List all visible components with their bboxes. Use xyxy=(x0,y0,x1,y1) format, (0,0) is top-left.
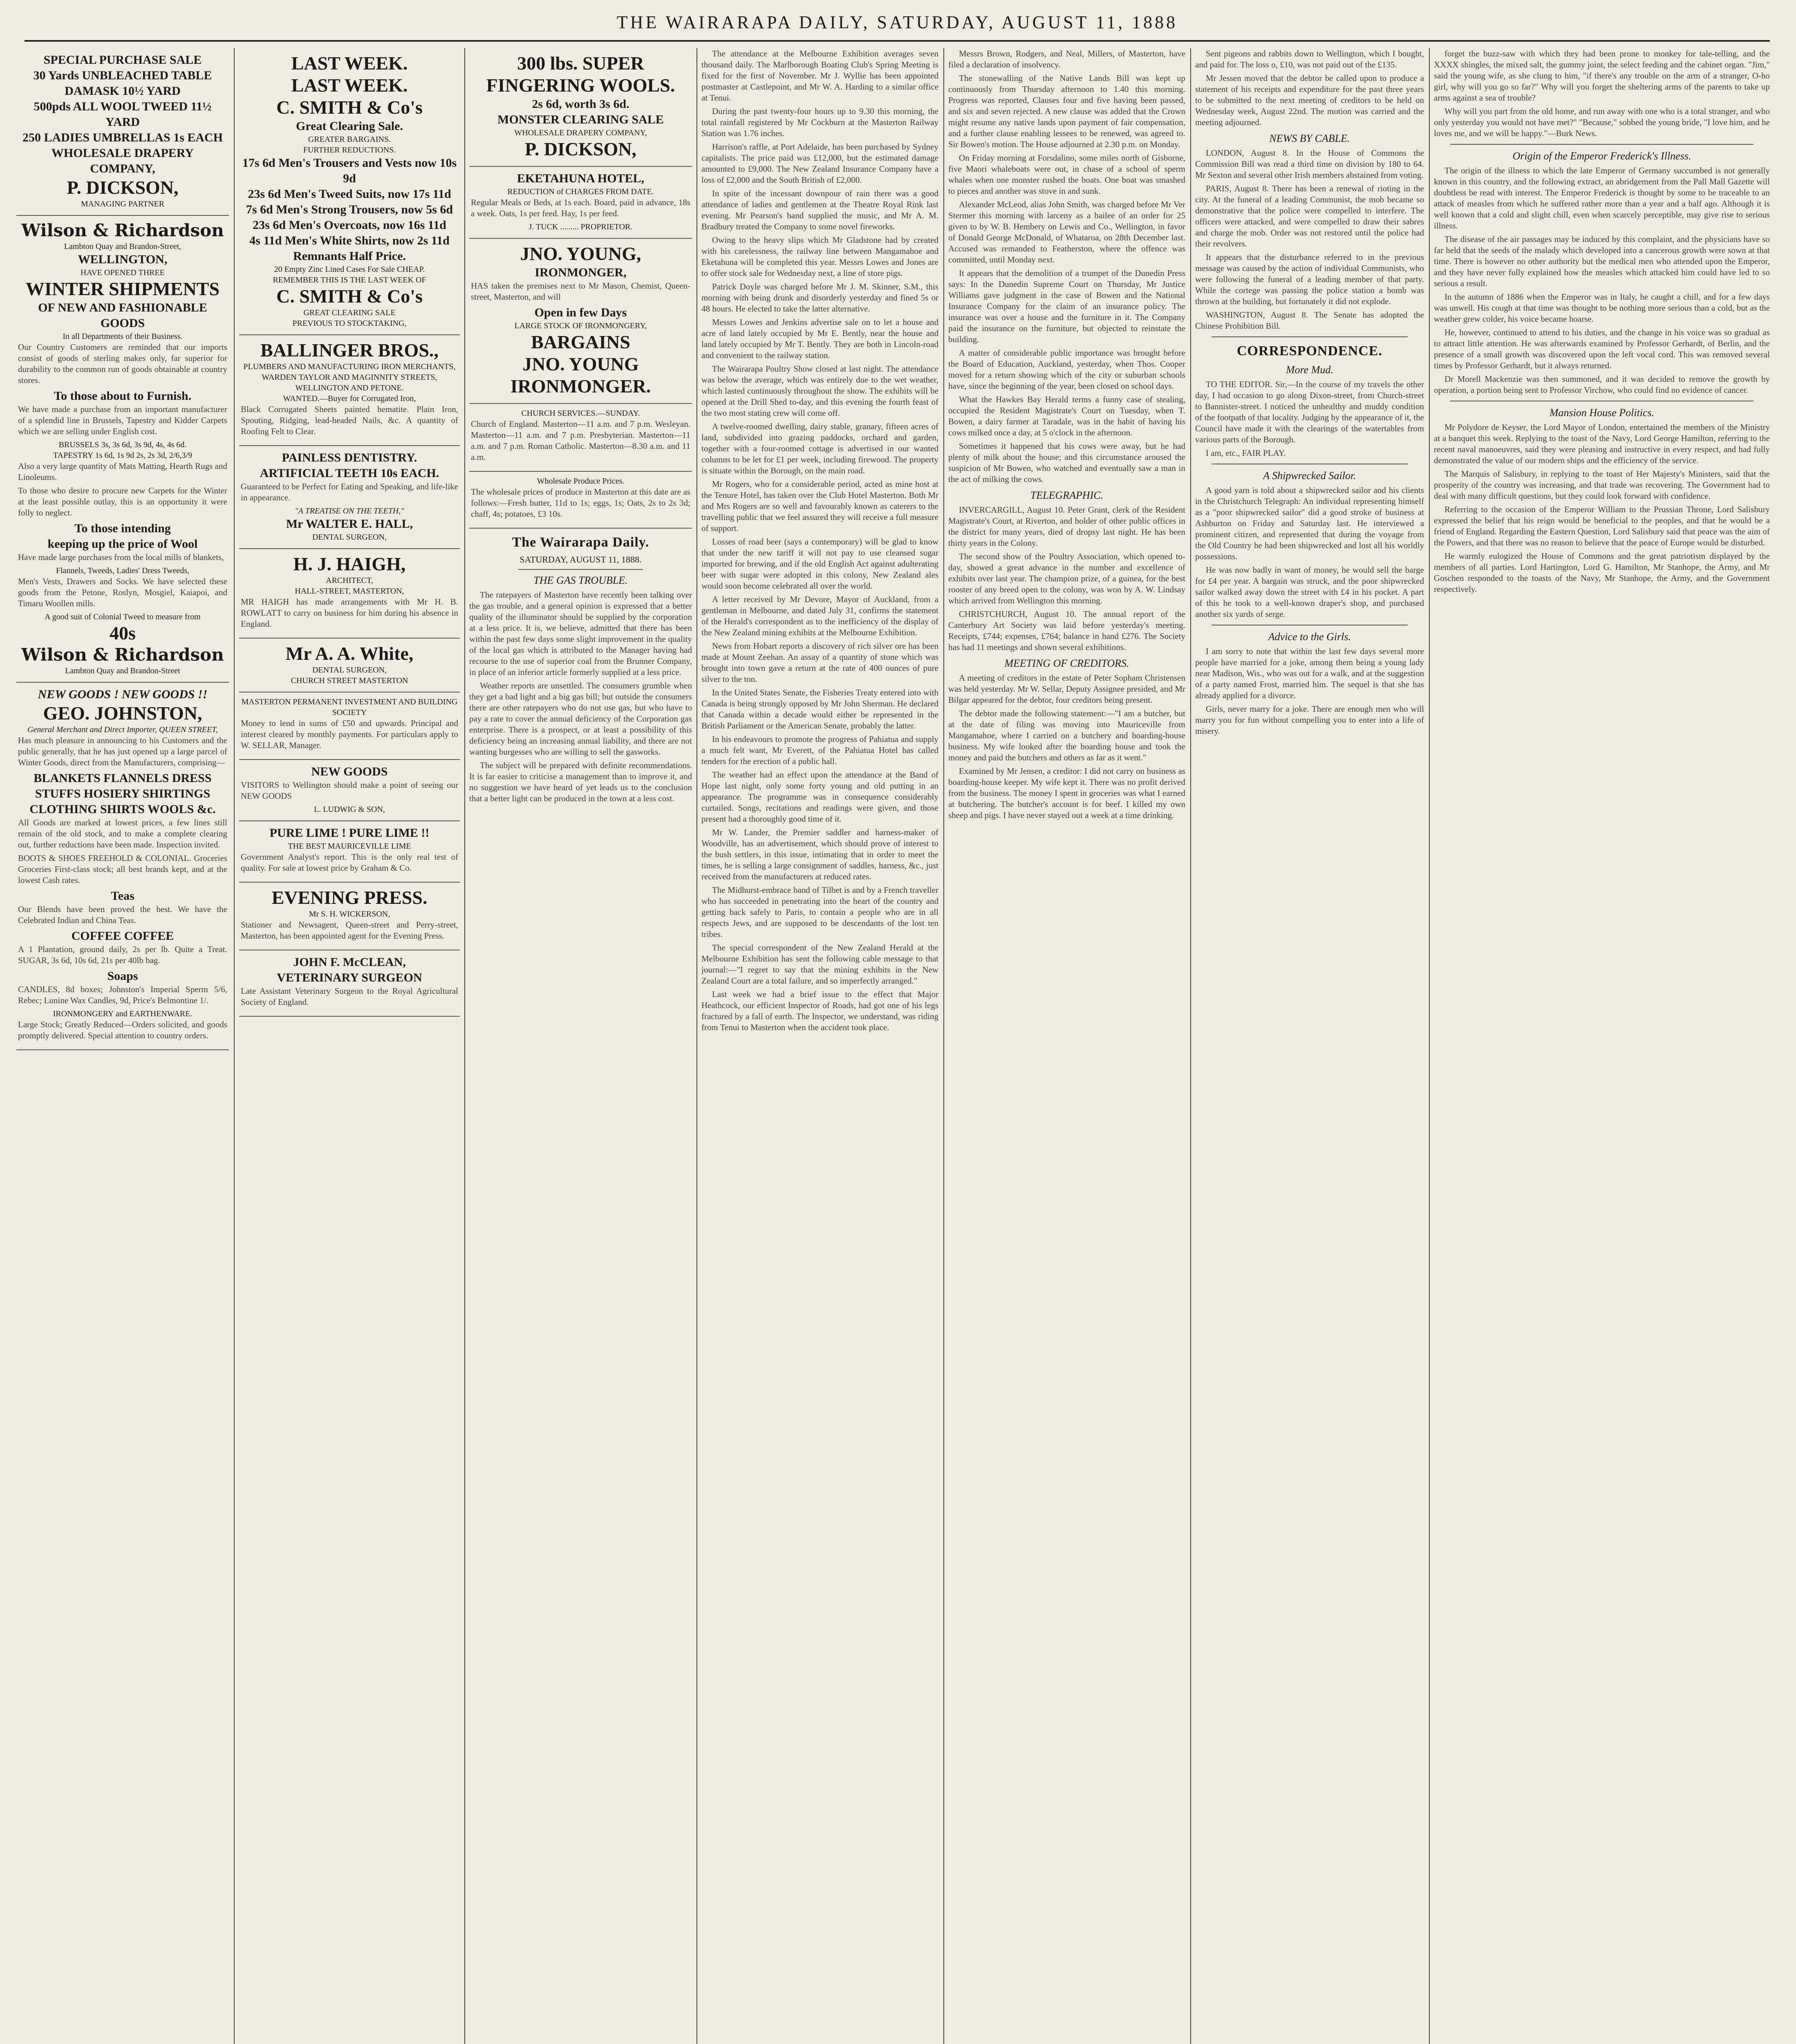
article-heading: Mansion House Politics. xyxy=(1549,407,1655,419)
ad-name: C. SMITH & Co's xyxy=(276,286,423,307)
ad-heading: 300 lbs. SUPER FINGERING WOOLS. xyxy=(486,53,675,96)
ad-price: 2s 6d, worth 3s 6d. xyxy=(532,97,629,111)
church-services: CHURCH SERVICES.—SUNDAY. Church of England. Masterton—11 a.m. and 7 p.m. Wesleyan. Masterton—11 a.m. and 7 p.m. Presbyterian. Masterton—11 a.m. and 7 p.m. Roman Catholic. Masterton—8.30 a.m. and 11 a.m. xyxy=(469,404,692,472)
ad-line: WHOLESALE DRAPERY COMPANY, xyxy=(514,128,647,137)
ad-line: WANTED.—Buyer for Corrugated Iron, xyxy=(283,394,416,403)
ad-name: Wilson & Richardson xyxy=(21,220,224,240)
paper-title: The Wairarapa Daily. xyxy=(512,535,649,550)
ad-heading: SPECIAL PURCHASE SALE xyxy=(43,53,202,67)
ad-line: MONSTER CLEARING SALE xyxy=(497,113,664,126)
article-heading: A Shipwrecked Sailor. xyxy=(1263,470,1356,482)
ad-line: IRONMONGER. xyxy=(510,376,651,397)
ad-line: BARGAINS xyxy=(531,332,630,352)
ad-name: JOHN F. McCLEAN, xyxy=(293,955,406,969)
ad-price-line: 23s 6d Men's Tweed Suits, now 17s 11d xyxy=(248,187,451,201)
masthead: THE WAIRARAPA DAILY, SATURDAY, AUGUST 11, 1888 xyxy=(616,12,1178,32)
building-society-ad: MASTERTON PERMANENT INVESTMENT AND BUILDING SOCIETY Money to lend in sums of £50 and upwards. Principal and interest cleared by monthly payments. For particulars apply to W. SELLAR, Manager. xyxy=(239,693,460,760)
ad-name: Wilson & Richardson xyxy=(21,645,224,665)
ad-line: "A TREATISE ON THE TEETH," xyxy=(295,507,404,515)
evening-press-ad: EVENING PRESS. Mr S. H. WICKERSON, Stationer and Newsagent, Queen-street and Perry-street, Masterton, has been appointed agent for the Evening Press. xyxy=(239,883,460,950)
ad-line: General Merchant and Direct Importer, QUEEN STREET, xyxy=(27,725,218,734)
article-heading: Origin of the Emperor Frederick's Illness. xyxy=(1512,150,1691,162)
ad-heading: NEW GOODS ! NEW GOODS !! xyxy=(38,688,208,701)
article-heading: TELEGRAPHIC. xyxy=(1030,489,1104,501)
ad-line: WHOLESALE DRAPERY COMPANY, xyxy=(51,146,194,175)
column-5: Messrs Brown, Rodgers, and Neal, Millers, of Masterton, have filed a declaration of insolvency. The stonewalling of the Native Lands Bill was kept up continuously from Thursday afternoon to 1.40 this morning. Progress was reported, Clauses four and five having been passed, and six and seven rejected. A new clause was added that the Crown might resume any native lands upon payment of fair compensation, and a further clause enabling lessees to be renewed, was agreed to. Sir Bowen's motion. The House adjourned at 2.30 p.m. on Monday. On Friday morning at Forsdalino, some miles north of Gisborne, five Maori whaleboats were out, in chase of a school of sperm whales when one monster rushed the boats. One boat was smashed to pieces and another was stove in and sunk. Alexander McLeod, alias John Smith, was charged before Mr Ver Stermer this morning with larceny as a bailee of an order for 25 given to by W. B. Hembery on Lewis and Co., Wellington, in favor of Donald George McDonald, of Whataroa, on 28th December last. Accused was remanded to Featherston, where the offence was committed, until Monday next. It appears that the demolition of a trumpet of the Dunedin Press says: In the Dunedin Supreme Court on Thursday, Mr Justice Williams gave judgment in the case of Bowen and the National Insurance Company for the claim of an insurance policy. The insurance was over a house and the furniture in it. The Company paid the insurance on the furniture, but objected to reinstate the building. A matter of considerable public importance was brought before the Board of Education, Auckland, yesterday, when Thos. Cooper moved for a return showing which of the city or suburban schools have, since the beginning of the year, been closed on school days. What the Hawkes Bay Herald terms a funny case of stealing, occupied the Resident Magistrate's Court on Tuesday, when T. Bowen, a dairy farmer at Taradale, was in the habit of having his cows milked once a day, at 5 o'clock in the afternoon. Sometimes it happened that his cows were away, but he had plenty of milk about the house; and this circumstance aroused the suspicion of Mr Bowen, who watched and eventually saw a man in the act of milking the cows. TELEGRAPHIC. INVERCARGILL, August 10. Peter Grant, clerk of the Resident Magistrate's Court, at Riverton, and holder of other public offices in the district for many years, died of dropsy last night. He has been thirty years in the Colony. The second show of the Poultry Association, which opened to-day, showed a great advance in the number and excellence of exhibits over last year. The champion prize, of a guinea, for the best rooster of any breed open to the colony, was won by A. W. Lindsay which arrived from Wellington this morning. CHRISTCHURCH, August 10. The annual report of the Canterbury Art Society was laid before yesterday's meeting. Receipts, £744; expenses, £764; balance in hand £276. The Society has had 11 meetings and shown several exhibitions. MEETING OF CREDITORS. A meeting of creditors in the estate of Peter Sopham Christensen was held yesterday. Mr W. Sellar, Deputy Assignee presided, and Mr Bilgar appeared for the debtor, four creditors being present. The debtor made the following statement:—"I am a butcher, but at the date of filing was moving into Mauriceville from Mangamahoe, where I carried on a butchery and boarding-house business. My wife looked after the boarding house and took the money and paid the butchers and others as far as it went." Examined by Mr Jensen, a creditor: I did not carry on business as boarding-house keeper. My wife kept it. There was no profit derived from the business. The money I spent in groceries was what I earned at butchering. The butcher's account is for beef. I killed my own sheep and pigs. I have never stayed out a week at a time drinking. xyxy=(948,49,1185,820)
ad-heading: EVENING PRESS. xyxy=(271,887,428,908)
column-rule xyxy=(696,48,697,2044)
column-2 xyxy=(239,48,460,2044)
ad-line: TAPESTRY 1s 6d, 1s 9d 2s, 2s 3d, 2/6,3/9 xyxy=(53,451,192,460)
ad-line: DENTAL SURGEON, xyxy=(312,666,387,675)
ad-line: IRONMONGERY and EARTHENWARE. xyxy=(53,1009,193,1018)
ad-line: 30 Yards UNBLEACHED TABLE DAMASK 10½ YARD xyxy=(33,69,212,98)
ad-price-line: 17s 6d Men's Trousers and Vests now 10s 9d xyxy=(242,156,457,185)
ad-line: PREVIOUS TO STOCKTAKING, xyxy=(292,319,407,328)
haigh-ad: H. J. HAIGH, ARCHITECT, HALL-STREET, MASTERTON, MR HAIGH has made arrangements with Mr H. B. ROWLATT to carry on business for him during his absence in England. xyxy=(239,549,460,639)
ad-line: THE BEST MAURICEVILLE LIME xyxy=(288,842,411,851)
ad-line: DENTAL SURGEON, xyxy=(312,533,387,542)
column-4: The attendance at the Melbourne Exhibition averages seven thousand daily. The Marlborough Boating Club's Spring Meeting is fixed for the first of November. Mr J. Wyllie has been appointed postmaster at Castlepoint, and Mr W. A. Harding to a similar office at Tenui. During the past twenty-four hours up to 9.30 this morning, the total rainfall registered by Mr Cockburn at the Masterton Railway Station was 1.76 inches. Harrison's raffle, at Port Adelaide, has been purchased by Sydney capitalists. The price paid was £12,000, but the estimated damage amounted to £9,000. The New Zealand Insurance Company have a loss of £2,000 and the South British of £2,000. In spite of the incessant downpour of rain there was a good attendance of ladies and gentlemen at the Theatre Royal Rink last evening. Mr Pearson's band supplied the music, and Mr A. M. Bradbury treated the Company to some novel fireworks. Owing to the heavy slips which Mr Gladstone had by created with his carelessness, the railway line between Mangamahoe and Eketahuna will be completed this year. Messrs Lowes and Jones are to offer stock sale for Wednesday next, a line of store pigs. Patrick Doyle was charged before Mr J. M. Skinner, S.M., this morning with being drunk and disorderly yesterday and fined 5s or 48 hours. He elected to take the latter alternative. Messrs Lowes and Jenkins advertise sale on to let a house and acre of land lately occupied by Mr E. Bently, near the house and land lately occupied by Mr T. Bently. They are both in Lincoln-road and convenient to the railway station. The Wairarapa Poultry Show closed at last night. The attendance was below the average, which was entirely due to the wet weather, which lasted continuously throughout the show. The exhibits will be opened at the Drill Shed to-day, and this evening the fourth feast of the two most stating crew will come off. A twelve-roomed dwelling, dairy stable, granary, fifteen acres of land, subdivided into grazing paddocks, orchard and garden, together with a four-roomed cottage is advertised in our wanted columns to be let for £1 per week, including firewood. The property is situate within the Borough, on the main road. Mr Rogers, who for a considerable period, acted as mine host at the Tenure Hotel, has taken over the Club Hotel Masterton. Both Mr and Mrs Rogers are so well and favourably known as caterers to the travelling public that we feel assured they will receive a full measure of support. Losses of road beer (says a contemporary) will be glad to know that under the new tariff it will not pay to use cleansed sugar imported for brewing, and if the old English Act against adulterating beer with sugar were adopted in this colony, New Zealand ales would soon become celebrated all over the world. A letter received by Mr Devore, Mayor of Auckland, from a gentleman in Melbourne, and dated July 31, confirms the statement of the Herald's correspondent as to the inefficiency of the display of the New Zealand mining exhibits at the Melbourne Exhibition. News from Hobart reports a discovery of rich silver ore has been made at Mount Zeehan. An assay of a quantity of stone which was brought into town gave a return at the rate of 400 ounces of pure silver to the ton. In the United States Senate, the Fisheries Treaty entered into with Canada is being strongly opposed by Mr John Sherman. He declared that Canada within a decade would either be represented in the British Parliament or the American Senate, probably the latter. In his endeavours to promote the progress of Pahiatua and supply a much felt want, Mr Everett, of the Pahiatua Hotel has called tenders for the erection of a public hall. The weather had an effect upon the attendance at the Band of Hope last night, only some forty young and old putting in an appearance. The programme was in consequence considerably curtailed. Songs, recitations and readings were given, and those present had a thoroughly good time of it. Mr W. Lander, the Premier saddler and harness-maker of Woodville, has an advertisement, which should prove of interest to the bush settlers, in this issue, intimating that in order to meet the times, he is selling a large consignment of saddles, harness, &c., just received from the manufacturers at reduced rates. The Midhurst-embrace band of Tilbet is and by a French traveller who has succeeded in penetrating into the heart of the country and getting back safely to Paris, to contain a people who are in all respects Jews, and are supposed to be descendants of the lost ten tribes. The special correspondent of the New Zealand Herald at the Melbourne Exhibition has sent the following cable message to that journal:—"I regret to say that the mining exhibits in the New Zealand Court are a total failure, and so imperfectly arranged." Last week we had a brief issue to the effect that Major Heathcock, our efficient Inspector of Roads, had got one of his legs fractured by a fall of earth. The Inspector, we understand, was riding from Tenui to Masterton when the accident took place. xyxy=(701,49,938,1032)
ad-name: JNO. YOUNG, xyxy=(520,243,641,264)
smith-clearing-ad xyxy=(239,48,460,335)
ad-line: keeping up the price of Wool xyxy=(47,537,198,551)
ad-heading: LAST WEEK. xyxy=(291,75,408,96)
ad-price-line: 7s 6d Men's Strong Trousers, now 5s 6d xyxy=(246,203,453,216)
ad-name: P. DICKSON, xyxy=(524,139,637,159)
column-7: forget the buzz-saw with which they had been prone to monkey for tale-telling, and the XXXX shingles, the mixed salt, the gummy joint, the select feeding and the cabinet organ. "Jim," said the young wife, as she clung to him, "if there's any trouble on the arm of a stranger, O-ho girl, why will you go so far?" Why will you forget the sheltering arms of the parents to take up arms against a sea of trouble? Why will you part from the old home, and run away with one who is a total stranger, and who only yesterday you would not have met?" "Because," sobbed the young bride, "I love him, and he loves me, and we will be happy."—Burk News. Origin of the Emperor Frederick's Illness. The origin of the illness to which the late Emperor of Germany succumbed is not generally known in this country, and the following extract, an abridgement from the Pall Mall Gazette will doubtless be read with interest. The Emperor Frederick is thought by some to be traceable to an attack of measles from which he suffered rather more than a year and a half ago. Although it is well known that a cold and slight chill, even when scarcely perceptible, may give rise to serious illness. The disease of the air passages may be induced by this complaint, and the physicians have so far held that the seeds of the malady which developed into a cancerous growth were sown at that time. There is however no other authority but the medical men who attended upon the Emperor, and they have never fully explained how the measles which attacked him could have led to so serious a result. In the autumn of 1886 when the Emperor was in Italy, he caught a chill, and for a few days was unwell. His cough at that time was thought to be nothing more serious than a cold, but as the weather grew colder, his voice became hoarse. He, however, continued to attend to his duties, and the change in his voice was so gradual as to attract little attention. He was afterwards examined by Professor Gerhardt, of Berlin, and the presence of a small growth was discovered upon the left vocal cord. This was removed several times by Professor Gerhardt, but it always returned. Dr Morell Mackenzie was then summoned, and it was decided to remove the growth by operation, a portion being sent to Professor Virchow, who could find no evidence of cancer. Mansion House Politics. Mr Polydore de Keyser, the Lord Mayor of London, entertained the members of the Ministry at a banquet this week. Replying to the toast of the Navy, Lord George Hamilton, referring to the recent naval manoeuvres, said they were pleasing and instructive in every respect, and had fully demonstrated the value of our modern ships and the efficiency of the service. The Marquis of Salisbury, in replying to the toast of Her Majesty's Ministers, said that the prosperity of the country was increasing, and that trade was recovering. The Government had to deal with many difficult questions, but they could look forward with confidence. Referring to the occasion of the Emperor William to the Prussian Throne, Lord Salisbury expressed the belief that his reign would be beneficial to the peoples, and that he would be a friend of England. Regarding the Eastern Question, Lord Salisbury said that peace was the aim of the Powers, and that there was no reason to believe that the peace of Europe would be disturbed. He warmly eulogized the House of Commons and the great patriotism displayed by the members of all parties. Lord Hartington, Lord G. Hamilton, Mr Stanhope, the Army, and Mr Goschen responded to the toasts of the Navy, Mr Stanhope, the Army, and the Government respectively. xyxy=(1434,49,1770,594)
ad-line: OF NEW AND FASHIONABLE GOODS xyxy=(38,301,207,330)
ad-line: REMEMBER THIS IS THE LAST WEEK OF xyxy=(273,276,426,285)
ad-price-line: 23s 6d Men's Overcoats, now 16s 11d xyxy=(253,218,446,232)
ad-name: BALLINGER BROS., xyxy=(260,340,439,361)
ad-name: Mr A. A. White, xyxy=(285,643,414,664)
column-3: 300 lbs. SUPER FINGERING WOOLS. 2s 6d, worth 3s 6d. MONSTER CLEARING SALE WHOLESALE DRAPERY COMPANY, P. DICKSON, EKETAHUNA HOTEL, REDUCTION of CHARGES FROM DATE. Regular Meals or Beds, at 1s each. Board, paid in advance, 18s a week. Oats, 1s per feed. Hay, 1s per feed. J. TUCK ......... PROPRIETOR. JNO. YOUNG, IRONMONGER, HAS taken the premises next to Mr Mason, Chemist, Queen-street, Masterton, and will Open in few Days LARGE STOCK OF IRONMONGERY, BARGAINS JNO. YOUNG IRONMONGER. CHURCH SERVICES.—SUNDAY. Church of England. Masterton—11 a.m. and 7 p.m. Wesleyan. Masterton—11 a.m. and 7 p.m. Presbyterian. Masterton—11 a.m. and 7 p.m. Roman Catholic. Masterton—8.30 a.m. and 11 a.m. Wholesale Produce Prices. The wholesale prices of produce in Masterton at this date are as follows:—Fresh butter, 11d to 1s; eggs, 1s; Oats, 2s to 2s 3d; chaff, 4s; potatoes, £3 10s. The Wairarapa Daily. SATURDAY, AUGUST 11, 1888. THE GAS TROUBLE. The ratepayers of Masterton have recently been talking over the gas trouble, and a general opinion is expressed that a better quality of the illuminator should be supplied by the corporation at a less price. It is, we believe, admitted that there has been within the past few days some slight improvement in the quality of the local gas which is attributed to the Manager having had recourse to the use of superior coal from the Brunner Company, in place of an inferior article formerly supplied at a less price. Weather reports are unsettled. The consumers grumble when they get a bad light and a big gas bill; but outside the consumers there are other ratepayers who do not use gas, but who have to pay a rate to cover the annual deficiency of the Corporation gas enterprise. There is a prospect, or at least a possibility of this deficiency being an increasing annual liability, and there are not wanting burgesses who are willing to sell the gasworks. The subject will be prepared with definite recommendations. It is far easier to criticise a management than to improve it, and no suggestion we have heard of yet leads us to the conclusion that a better light can be produced in the town at a less cost. xyxy=(469,48,692,2044)
ad-name: GEO. JOHNSTON, xyxy=(43,703,202,724)
produce-prices: Wholesale Produce Prices. The wholesale prices of produce in Masterton at this date are as follows:—Fresh butter, 11d to 1s; eggs, 1s; Oats, 2s to 2s 3d; chaff, 4s; potatoes, £3 10s. xyxy=(469,472,692,529)
ad-line: A good suit of Colonial Tweed to measure from xyxy=(45,612,201,621)
ad-heading: Wholesale Produce Prices. xyxy=(537,477,625,486)
ad-price: 40s xyxy=(110,623,136,643)
ad-heading: PAINLESS DENTISTRY. xyxy=(282,451,417,464)
ad-line: To those intending xyxy=(74,522,171,535)
white-ad xyxy=(239,639,460,693)
ad-heading: PURE LIME ! PURE LIME !! xyxy=(269,826,430,840)
ad-text: VISITORS to Wellington should make a point of seeing our NEW GOODS xyxy=(241,780,458,801)
ad-line: IRONMONGER, xyxy=(535,266,627,279)
ad-line: FURTHER REDUCTIONS. xyxy=(303,146,396,155)
ad-line: GREATER BARGAINS. xyxy=(308,135,391,144)
ad-name: Mr WALTER E. HALL, xyxy=(286,517,413,531)
masthead-rule xyxy=(25,40,1770,42)
wilson-richardson-ad: Wilson & Richardson Lambton Quay and Brandon-Street, WELLINGTON, HAVE OPENED THREE WINTER SHIPMENTS OF NEW AND FASHIONABLE GOODS In all Departments of their Business. Our Country Customers are reminded that our imports consist of goods of sterling makes only, far superior for durability to the common run of goods obtainable at country stores. To those about to Furnish. We have made a purchase from an important manufacturer of a splendid line in Brussels, Tapestry and Kidder Carpets which we are selling under English cost. BRUSSELS 3s, 3s 6d, 3s 9d, 4s, 4s 6d. TAPESTRY 1s 6d, 1s 9d 2s, 2s 3d, 2/6,3/9 Also a very large quantity of Mats Matting, Hearth Rugs and Linoleums. To those who desire to procure new Carpets for the Winter at the least possible outlay, this is an opportunity it were folly to neglect. To those intending keeping up the price of Wool Have made large purchases from the local mills of blankets, Flannels, Tweeds, Ladies' Dress Tweeds, Men's Vests, Drawers and Socks. We have selected these goods from the Petone, Roslyn, Mosgiel, Kaiapoi, and Timaru Woollen mills. A good suit of Colonial Tweed to measure from 40s Wilson & Richardson Lambton Quay and Brandon-Street xyxy=(16,216,229,683)
young-ironmonger-ad: JNO. YOUNG, IRONMONGER, HAS taken the premises next to Mr Mason, Chemist, Queen-street, Masterton, and will Open in few Days LARGE STOCK OF IRONMONGERY, BARGAINS JNO. YOUNG IRONMONGER. xyxy=(469,239,692,404)
ad-line: MANAGING PARTNER xyxy=(81,199,165,208)
ad-line: WARDEN TAYLOR AND MAGINNITY STREETS, WELLINGTON AND PETONE. xyxy=(262,373,437,392)
ad-line: Flannels, Tweeds, Ladies' Dress Tweeds, xyxy=(56,566,190,575)
ad-line: REDUCTION of CHARGES FROM DATE. xyxy=(507,187,654,196)
ad-line: 500pds ALL WOOL TWEED 11½ YARD xyxy=(34,100,212,129)
ballinger-ad: BALLINGER BROS., PLUMBERS AND MANUFACTURING IRON MERCHANTS, WARDEN TAYLOR AND MAGINNITY STREETS, WELLINGTON AND PETONE. WANTED.—Buyer for Corrugated Iron, Black Corrugated Sheets painted hematite. Plain Iron, Spouting, Ridging, lead-headed Nails, &c. A quantity of Roofing Felt to Clear. xyxy=(239,335,460,446)
ad-line: LARGE STOCK OF IRONMONGERY, xyxy=(514,321,647,330)
article-heading: Advice to the Girls. xyxy=(1268,631,1351,643)
column-rule xyxy=(943,48,944,2044)
ad-line: 20 Empty Zinc Lined Cases For Sale CHEAP. xyxy=(274,265,425,274)
ad-line: GREAT CLEARING SALE xyxy=(303,308,396,317)
ad-line: WELLINGTON, xyxy=(78,253,168,266)
ad-line: Great Clearing Sale. xyxy=(296,119,403,133)
column-rule xyxy=(234,48,235,2044)
ad-name: L. LUDWIG & SON, xyxy=(314,805,385,814)
special-purchase-ad xyxy=(16,48,229,216)
ad-line: COFFEE COFFEE xyxy=(71,929,174,943)
ad-line: ARCHITECT, xyxy=(326,576,373,585)
ad-line: VETERINARY SURGEON xyxy=(277,971,422,984)
ad-name: JNO. YOUNG xyxy=(522,354,639,374)
ad-name: P. DICKSON, xyxy=(67,177,179,198)
article-heading: More Mud. xyxy=(1285,364,1333,376)
lime-ad: PURE LIME ! PURE LIME !! THE BEST MAURICEVILLE LIME Government Analyst's report. This is the only real test of quality. For sale at lowest price by Graham & Co. xyxy=(239,821,460,883)
article-heading: THE GAS TROUBLE. xyxy=(533,574,628,586)
article-heading: NEWS BY CABLE. xyxy=(1269,132,1350,144)
ad-heading: NEW GOODS xyxy=(311,765,388,778)
column-rule xyxy=(464,48,465,2044)
ad-heading: CHURCH SERVICES.—SUNDAY. xyxy=(521,409,640,418)
ad-line: To those about to Furnish. xyxy=(54,389,192,403)
ad-line: Open in few Days xyxy=(534,306,627,319)
ad-heading: MASTERTON PERMANENT INVESTMENT AND BUILDING SOCIETY xyxy=(241,697,458,717)
ad-line: PLUMBERS AND MANUFACTURING IRON MERCHANTS, xyxy=(243,362,456,371)
ad-line: 250 LADIES UMBRELLAS 1s EACH xyxy=(22,131,223,144)
ad-line: In all Departments of their Business. xyxy=(63,332,183,341)
johnston-ad: NEW GOODS ! NEW GOODS !! GEO. JOHNSTON, General Merchant and Direct Importer, QUEEN STREET, Has much pleasure in announcing to his Customers and the public generally, that he has just opened up a large parcel of Winter Goods, direct from the Manufacturers, comprising— BLANKETS FLANNELS DRESS STUFFS HOSIERY SHIRTINGS CLOTHING SHIRTS WOOLS &c. All Goods are marked at lowest prices, a few lines still remain of the old stock, and to make a complete clearing out, further reductions have been made. Inspection invited. BOOTS & SHOES FREEHOLD & COLONIAL. Groceries Groceries First-class stock; all best brands kept, and at the lowest Cash rates. Teas Our Blends have been proved the best. We have the Celebrated Indian and China Teas. COFFEE COFFEE A 1 Plantation, ground daily, 2s per lb. Quite a Treat. SUGAR, 3s 6d, 10s 6d, 21s per 40lb bag. Soaps CANDLES, 8d boxes; Johnston's Imperial Sperm 5/6, Rebec; Lunine Wax Candles, 9d, Price's Belmontine 1/. IRONMONGERY and EARTHENWARE. Large Stock; Greatly Reduced—Orders solicited, and goods promptly delivered. Special attention to country orders. xyxy=(16,683,229,1050)
ad-line: ARTIFICIAL TEETH 10s EACH. xyxy=(260,466,439,480)
ad-heading: WINTER SHIPMENTS xyxy=(25,278,220,299)
column-rule xyxy=(1190,48,1191,2044)
ad-line: CHURCH STREET MASTERTON xyxy=(291,676,408,685)
dentistry-ad: PAINLESS DENTISTRY. ARTIFICIAL TEETH 10s EACH. Guaranteed to be Perfect for Eating and Speaking, and life-like in appearance. "A TREATISE ON THE TEETH," Mr WALTER E. HALL, DENTAL SURGEON, xyxy=(239,446,460,549)
eketahuna-hotel-ad: EKETAHUNA HOTEL, REDUCTION of CHARGES FROM DATE. Regular Meals or Beds, at 1s each. Board, paid in advance, 18s a week. Oats, 1s per feed. Hay, 1s per feed. J. TUCK ......... PROPRIETOR. xyxy=(469,167,692,239)
ad-line: Lambton Quay and Brandon-Street, xyxy=(64,242,181,251)
fingering-wools-ad xyxy=(469,48,692,167)
column-rule xyxy=(1429,48,1430,2044)
ad-line: Remnants Half Price. xyxy=(293,249,406,263)
paper-date: SATURDAY, AUGUST 11, 1888. xyxy=(520,554,642,565)
ad-name: C. SMITH & Co's xyxy=(276,97,423,118)
column-6: Sent pigeons and rabbits down to Wellington, which I bought, and paid for. The loss o, £10, was not paid out of the £135. Mr Jessen moved that the debtor be called upon to produce a statement of his receipts and expenditure for the past three years to be submitted to the next meeting of creditors to be held on Wednesday week, August 22nd. The motion was carried and the meeting adjourned. NEWS BY CABLE. LONDON, August 8. In the House of Commons the Commission Bill was read a third time on division by 180 to 64. Mr Sexton and several other Irish members abstained from voting. PARIS, August 8. There has been a renewal of rioting in the city. At the funeral of a leading Communist, the mob became so demonstrative that the police were compelled to interfere. The officers were attacked, and were compelled to draw their sabres and charge the mob. Order was not restored until the police had their revolvers. It appears that the disturbance referred to in the previous message was caused by the action of individual Communists, who were following the funeral of a leading member of that party. While the cortege was passing the police station a bomb was thrown at the building, but fortunately it did not explode. WASHINGTON, August 8. The Senate has adopted the Chinese Prohibition Bill. CORRESPONDENCE. More Mud. TO THE EDITOR. Sir,—In the course of my travels the other day, I had occasion to go along Dixon-street, from Church-street to Bannister-street. I noticed the unhealthy and muddy condition of the footpath of that locality. Judging by the appearance of it, the Council have made it with the clearings of the watertables from various parts of the Borough. I am, etc., FAIR PLAY. A Shipwrecked Sailor. A good yarn is told about a shipwrecked sailor and his clients in the Christchurch Telegraph: An individual representing himself as a "poor shipwrecked sailor" did a good stroke of business at Ashburton on Friday and Saturday last. He interviewed a prominent citizen, and represented that during the voyage from the Old Country he had been shipwrecked and lost all his worldly possessions. He was now badly in want of money, he would sell the barge for £4 per year. A bargain was struck, and the poor shipwrecked sailor walked away down the street with £4 in his pocket. A part of this he took to a well-known draper's shop, and purchased another six yards of serge. Advice to the Girls. I am sorry to note that within the last few days several more people have married for a joke, among them being a young lady near Madison, Wis., who was out for a walk, and at the suggestion of a party named Frost, married him. The sequel is that she has already applied for a divorce. Girls, never marry for a joke. There are enough men who will marry you for fun without compelling you to enter into a life of misery. xyxy=(1195,49,1424,736)
column-1 xyxy=(16,48,229,2044)
ad-name: Mr S. H. WICKERSON, xyxy=(309,910,390,919)
ad-name: H. J. HAIGH, xyxy=(293,554,406,574)
ad-line: Lambton Quay and Brandon-Street xyxy=(65,666,180,675)
ad-price-line: 4s 11d Men's White Shirts, now 2s 11d xyxy=(249,234,450,247)
ad-heading: LAST WEEK. xyxy=(291,53,408,74)
ludwig-ad xyxy=(239,760,460,821)
ad-line: Teas xyxy=(111,889,134,903)
ad-line: J. TUCK ......... PROPRIETOR. xyxy=(528,222,633,231)
ad-line: BRUSSELS 3s, 3s 6d, 3s 9d, 4s, 4s 6d. xyxy=(58,440,187,449)
ad-heading: EKETAHUNA HOTEL, xyxy=(517,172,645,185)
ad-line: Soaps xyxy=(107,969,138,983)
article-heading: MEETING OF CREDITORS. xyxy=(1004,657,1129,669)
section-heading: CORRESPONDENCE. xyxy=(1237,343,1382,359)
vet-ad: JOHN F. McCLEAN, VETERINARY SURGEON Late Assistant Veterinary Surgeon to the Royal Agricultural Society of England. xyxy=(239,950,460,1017)
ad-line: HAVE OPENED THREE xyxy=(81,268,165,277)
ad-line: BLANKETS FLANNELS DRESS STUFFS HOSIERY SHIRTINGS CLOTHING SHIRTS WOOLS &c. xyxy=(29,771,216,816)
ad-line: HALL-STREET, MASTERTON, xyxy=(295,587,404,596)
